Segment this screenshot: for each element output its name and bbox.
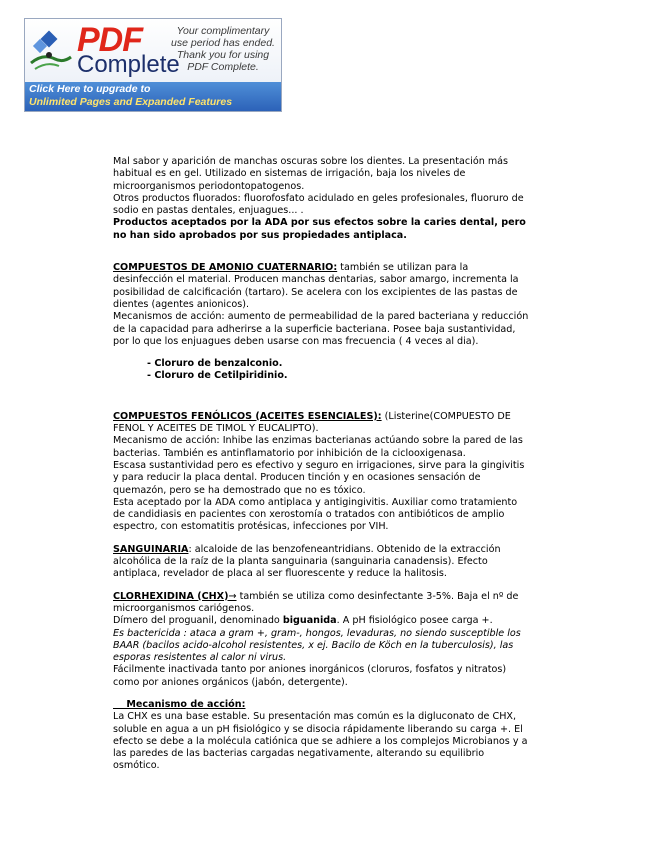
body-line: Mal sabor y aparición de manchas oscuras sobre los dientes. La presentación más — [113, 156, 509, 167]
section-heading: Mecanismo de acción: — [113, 698, 246, 710]
section-heading: SANGUINARIA — [113, 543, 189, 555]
promo-message — [167, 25, 279, 73]
body-line-bold: no han sido aprobados por sus propiedades antiplaca. — [113, 229, 407, 241]
body-line: posibilidad de calcificación (tartaro). Se acelera con los excipientes de las pastas de — [113, 286, 518, 298]
body-line-italic: esporas resistentes al calor ni virus. — [113, 652, 287, 664]
upgrade-link-bar[interactable] — [25, 82, 281, 111]
body-text-bold: biguanida — [282, 615, 337, 627]
logo-complete-text: Complete — [77, 51, 180, 78]
body-line-italic: Es bactericida : ataca a gram +, gram-, hongos, levaduras, no siendo susceptible los — [113, 627, 521, 639]
body-line: por lo que los enjuagues deben usarse con mas frecuencia ( 4 veces al dia). — [113, 335, 479, 347]
body-line: La CHX es una base estable. Su presentación mas común es la digluconato de CHX, — [113, 711, 517, 723]
upgrade-banner[interactable] — [24, 18, 282, 112]
body-line: FENOL Y ACEITES DE TIMOL Y EUCALIPTO). — [113, 423, 319, 435]
logo-pdf-text: PDF — [77, 21, 142, 59]
body-line: Escasa sustantividad pero es efectivo y seguro en irrigaciones, sirve para la gingivitis — [113, 459, 525, 471]
body-line: y para reducir la placa dental. Producen tinción y en ocasiones sensación de — [113, 472, 481, 484]
promo-line: Thank you for using — [176, 49, 270, 61]
body-line: Fácilmente inactivada tanto por aniones inorgánicos (cloruros, fosfatos y nitratos) — [113, 664, 507, 676]
body-line — [113, 615, 553, 627]
body-text: también se utilizan para la — [337, 262, 469, 274]
section-amonio-first-line — [113, 262, 553, 274]
body-line: Otros productos fluorados: fluorofosfato acidulado en geles profesionales, fluoruro de — [113, 192, 524, 204]
body-line: las paredes de las bacterias cargadas negativamente, alterando su equilibrio — [113, 748, 485, 760]
body-line: de candidiasis en pacientes con xerostomía o tratados con antibióticos de amplio — [113, 509, 505, 521]
upgrade-link-line[interactable]: Click Here to upgrade to — [29, 83, 151, 95]
pdf-complete-logo-icon — [29, 29, 73, 73]
body-line: habitual es en gel. Utilizado en sistemas de irrigación, baja los niveles de — [113, 168, 466, 180]
body-line: microorganismos periodontopatogenos. — [113, 180, 305, 192]
body-line: desinfección el material. Producen manchas dentarias, sabor amargo, incrementa la — [113, 274, 519, 286]
promo-line: PDF Complete. — [187, 61, 259, 73]
section-heading: CLORHEXIDINA (CHX) — [113, 590, 229, 602]
body-text: Dímero del proguanil, denominado — [113, 615, 283, 627]
list-item: - Cloruro de Cetilpiridinio. — [147, 370, 288, 382]
body-line: espectro, con estomatitis protésicas, infecciones por VIH. — [113, 521, 389, 533]
upgrade-link[interactable] — [29, 83, 232, 109]
body-line: microorganismos cariógenos. — [113, 602, 255, 614]
body-line: dientes (agentes anionicos). — [113, 298, 250, 310]
body-line: efecto se debe a la molécula catiónica que se adhiere a los complejos Microbianos y a — [113, 735, 528, 747]
body-line: soluble en agua a un pH fisiológico y se disocia rápidamente liberando su carga +. El — [113, 723, 523, 735]
body-line-italic: BAAR (bacilos acido-alcohol resistentes, x ej. Bacilo de Köch en la tuberculosis), las — [113, 639, 514, 651]
section-clorhexidina-first-line — [113, 591, 553, 603]
body-line: osmótico. — [113, 760, 160, 772]
body-line: Mecanismos de acción: aumento de permeabilidad de la pared bacteriana y reducción — [113, 311, 529, 323]
body-line: bacterias. También es antinflamatorio por inhibición de la ciclooxigenasa. — [113, 447, 466, 459]
body-line: como por aniones orgánicos (jabón, detergente). — [113, 676, 348, 688]
promo-line: use period has ended. — [171, 37, 275, 49]
body-line: antiplaca, revelador de placa al ser fluorescente y reduce la halitosis. — [113, 568, 447, 580]
section-heading: COMPUESTOS DE AMONIO CUATERNARIO: — [113, 262, 338, 274]
body-text: . A pH fisiológico posee carga +. — [336, 615, 493, 627]
section-fenolicos-first-line — [113, 411, 553, 423]
body-line-bold: Productos aceptados por la ADA por sus efectos sobre la caries dental, pero — [113, 217, 526, 229]
promo-line: Your complimentary — [176, 25, 270, 37]
body-text: también se utiliza como desinfectante 3-5%. Baja el nº de — [236, 590, 519, 602]
arrow-icon: → — [228, 590, 237, 602]
body-line: de la capacidad para adherirse a la superficie bacteriana. Posee baja sustantividad, — [113, 323, 516, 335]
body-line: Esta aceptado por la ADA como antiplaca y antigingivitis. Auxiliar como tratamiento — [113, 496, 518, 508]
upgrade-link-line[interactable]: Unlimited Pages and Expanded Features — [29, 96, 233, 108]
section-sanguinaria-first-line — [113, 544, 553, 556]
body-line: sodio en pastas dentales, enjuagues... . — [113, 205, 304, 217]
body-text: : alcaloide de las benzofeneantridians. Obtenido de la extracción — [188, 543, 501, 555]
list-item: - Cloruro de benzalconio. — [147, 358, 283, 370]
banner-header — [25, 19, 281, 82]
body-line: alcohólica de la raíz de la planta sanguinaria (sanguinaria canadensis). Efecto — [113, 556, 488, 568]
document-body — [113, 156, 553, 773]
body-line: Mecanismo de acción: Inhibe las enzimas bacterianas actúando sobre la pared de las — [113, 435, 523, 447]
body-text: (Listerine(COMPUESTO DE — [381, 410, 511, 422]
body-line: quemazón, pero se ha demostrado que no es tóxico. — [113, 484, 366, 496]
section-heading: COMPUESTOS FENÓLICOS (ACEITES ESENCIALES): — [113, 410, 382, 422]
